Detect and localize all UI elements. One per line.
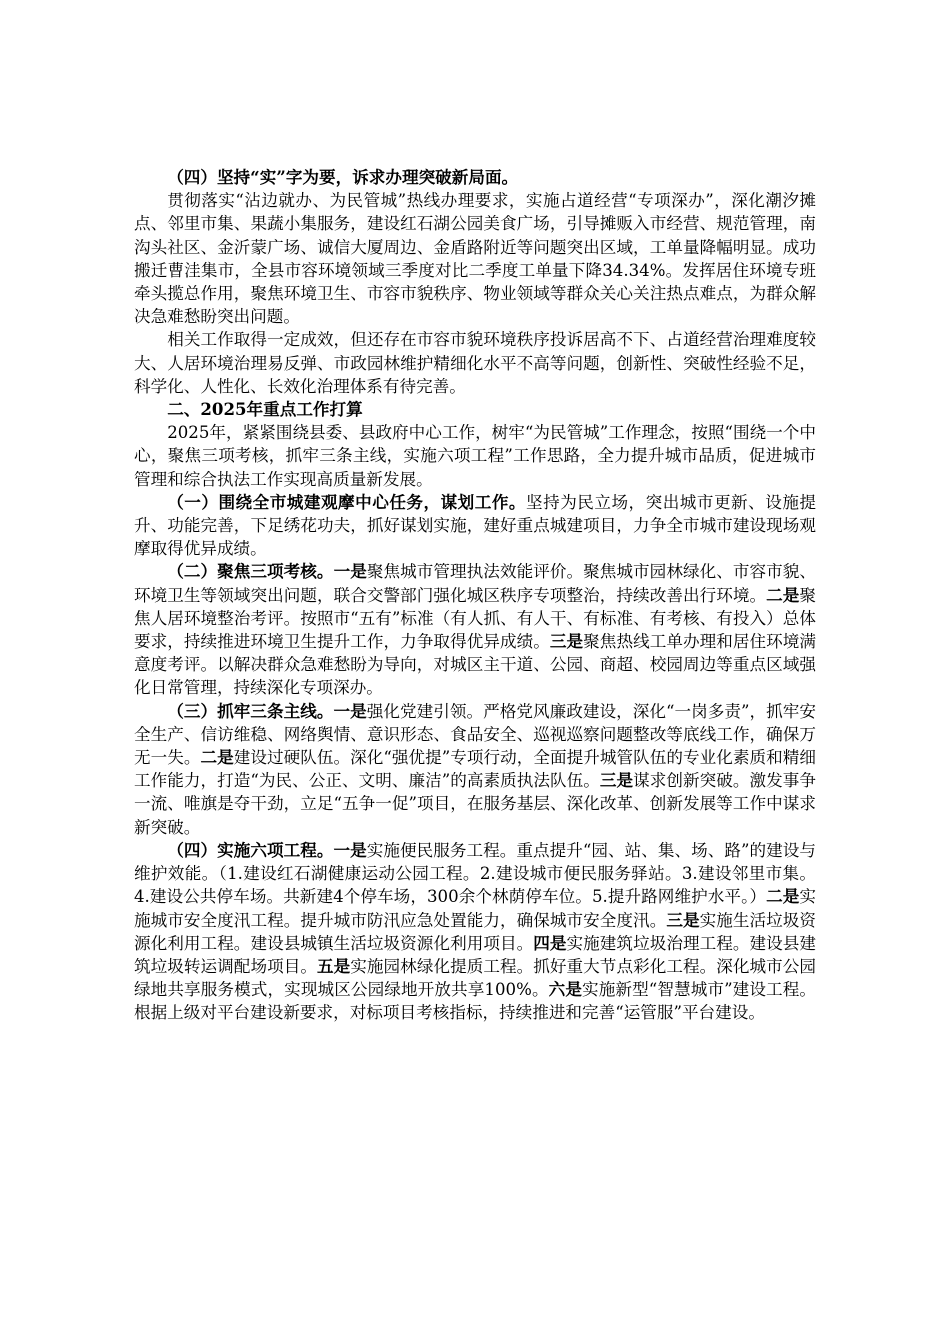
plan-item-3-key-1: 一是 bbox=[333, 700, 367, 721]
plan-item-2-text-1: 聚焦城市管理执法效能评价。聚焦城市园林绿化、市容市貌、环境卫生等领域突出问题，联合交警部门强化城区秩序专项整治，持续改善出行环境。 bbox=[134, 562, 817, 605]
plan-item-4-text-1: 实施便民服务工程。重点提升“园、站、集、场、路”的建设与维护效能。（1.建设红石湖健康运动公园工程。2.建设城市便民服务驿站。3.建设邻里市集。4.建设公共停车场。共新建4个停车场，300余个林荫停车位。5.提升路网维护水平。） bbox=[134, 840, 817, 907]
plan-item-4 bbox=[134, 839, 816, 1025]
plan-item-4-text-3: 实施生活垃圾资源化利用工程。建设县城镇生活垃圾资源化利用项目。 bbox=[134, 910, 817, 953]
plan-item-3-text-3: 谋求创新突破。激发事争一流、唯旗是夺干劲，立足“五争一促”项目，在服务基层、深化改革、创新发展等工作中谋求新突破。 bbox=[134, 771, 816, 837]
plan-item-1-text: 坚持为民立场，突出城市更新、设施提升、功能完善，下足绣花功夫，抓好谋划实施，建好重点城建项目，力争全市城市建设现场观摩取得优异成绩。 bbox=[134, 492, 817, 559]
plan-item-4-key-4: 四是 bbox=[533, 932, 567, 953]
plan-item-3-heading: （三）抓牢三条主线。 bbox=[167, 700, 334, 721]
plan-item-3-text-1: 强化党建引领。严格党风廉政建设，深化“一岗多责”，抓牢安全生产、信访维稳、网络舆情、意识形态、食品安全、巡视巡察问题整改等底线工作，确保万无一失。 bbox=[134, 701, 817, 768]
plan-item-2-heading: （二）聚焦三项考核。 bbox=[167, 561, 334, 582]
plan-item-4-key-6: 六是 bbox=[548, 979, 583, 1000]
plan-item-4-text-5: 实施园林绿化提质工程。抓好重大节点彩化工程。深化城市公园绿地共享服务模式，实现城区公园绿地开放共享100%。 bbox=[134, 956, 817, 1000]
plan-item-2-key-3: 三是 bbox=[549, 631, 584, 652]
plan-item-3-key-3: 三是 bbox=[599, 770, 634, 791]
plan-item-4-text-4: 实施建筑垃圾治理工程。建设县建筑垃圾转运调配场项目。 bbox=[134, 933, 817, 976]
plan-item-2 bbox=[134, 560, 816, 699]
plan-item-4-text-6: 实施新型“智慧城市”建设工程。根据上级对平台建设新要求，对标项目考核指标，持续推进和完善“运管服”平台建设。 bbox=[134, 980, 816, 1023]
plan-item-1-heading: （一）围绕全市城建观摩中心任务，谋划工作。 bbox=[167, 491, 527, 512]
plan-item-4-key-3: 三是 bbox=[666, 909, 700, 930]
section-4-heading: （四）坚持“实”字为要，诉求办理突破新局面。 bbox=[167, 167, 519, 187]
plan-item-4-key-5: 五是 bbox=[317, 955, 351, 976]
intro-paragraph: 2025年，紧紧围绕县委、县政府中心工作，树牢“为民管城”工作理念，按照“围绕一个中心，聚焦三项考核，抓牢三条主线，实施六项工程”工作思路，全力提升城市品质，促进城市管理和综合执法工作实现高质量新发展。 bbox=[134, 423, 816, 489]
problems-paragraph: 相关工作取得一定成效，但还存在市容市貌环境秩序投诉居高不下、占道经营治理难度较大、人居环境治理易反弹、市政园林维护精细化水平不高等问题，创新性、突破性经验不足，科学化、人性化、长效化治理体系有待完善。 bbox=[134, 330, 816, 396]
plan-item-2-key-1: 一是 bbox=[333, 561, 367, 582]
plan-item-4-key-1: 一是 bbox=[333, 839, 367, 860]
plan-item-2-text-2: 聚焦人居环境整治考评。按照市“五有”标准（有人抓、有人干、有标准、有考核、有投入）总体要求，持续推进环境卫生提升工作，力争取得优异成绩。 bbox=[134, 585, 817, 652]
plan-item-4-text-2: 实施城市安全度汛工程。提升城市防汛应急处置能力，确保城市安全度汛。 bbox=[134, 887, 817, 930]
plan-item-3-key-2: 二是 bbox=[200, 747, 234, 768]
document-page bbox=[134, 166, 816, 1025]
plan-item-4-key-2: 二是 bbox=[766, 886, 800, 907]
plan-item-4-heading: （四）实施六项工程。 bbox=[167, 839, 334, 860]
plan-item-1 bbox=[134, 491, 816, 561]
plan-item-2-key-2: 二是 bbox=[766, 584, 800, 605]
plan-item-3 bbox=[134, 700, 816, 839]
part-2-heading: 二、2025年重点工作打算 bbox=[167, 399, 363, 420]
section-4-body: 贯彻落实“沾边就办、为民管城”热线办理要求，实施占道经营“专项深办”，深化潮汐摊点、邻里市集、果蔬小集服务，建设红石湖公园美食广场，引导摊贩入市经营、规范管理，南沟头社区、金沂蒙广场、诚信大厦周边、金盾路附近等问题突出区域，工单量降幅明显。成功搬迁曹洼集市，全县市容环境领域三季度对比二季度工单量下降34.34%。发挥居住环境专班牵头揽总作用，聚焦环境卫生、市容市貌秩序、物业领域等群众关心关注热点难点，为群众解决急难愁盼突出问题。 bbox=[134, 191, 816, 327]
plan-item-2-text-3: 聚焦热线工单办理和居住环境满意度考评。以解决群众急难愁盼为导向，对城区主干道、公园、商超、校园周边等重点区域强化日常管理，持续深化专项深办。 bbox=[134, 632, 817, 698]
plan-item-3-text-2: 建设过硬队伍。深化“强优提”专项行动，全面提升城管队伍的专业化素质和精细工作能力，打造“为民、公正、文明、廉洁”的高素质执法队伍。 bbox=[134, 748, 816, 791]
